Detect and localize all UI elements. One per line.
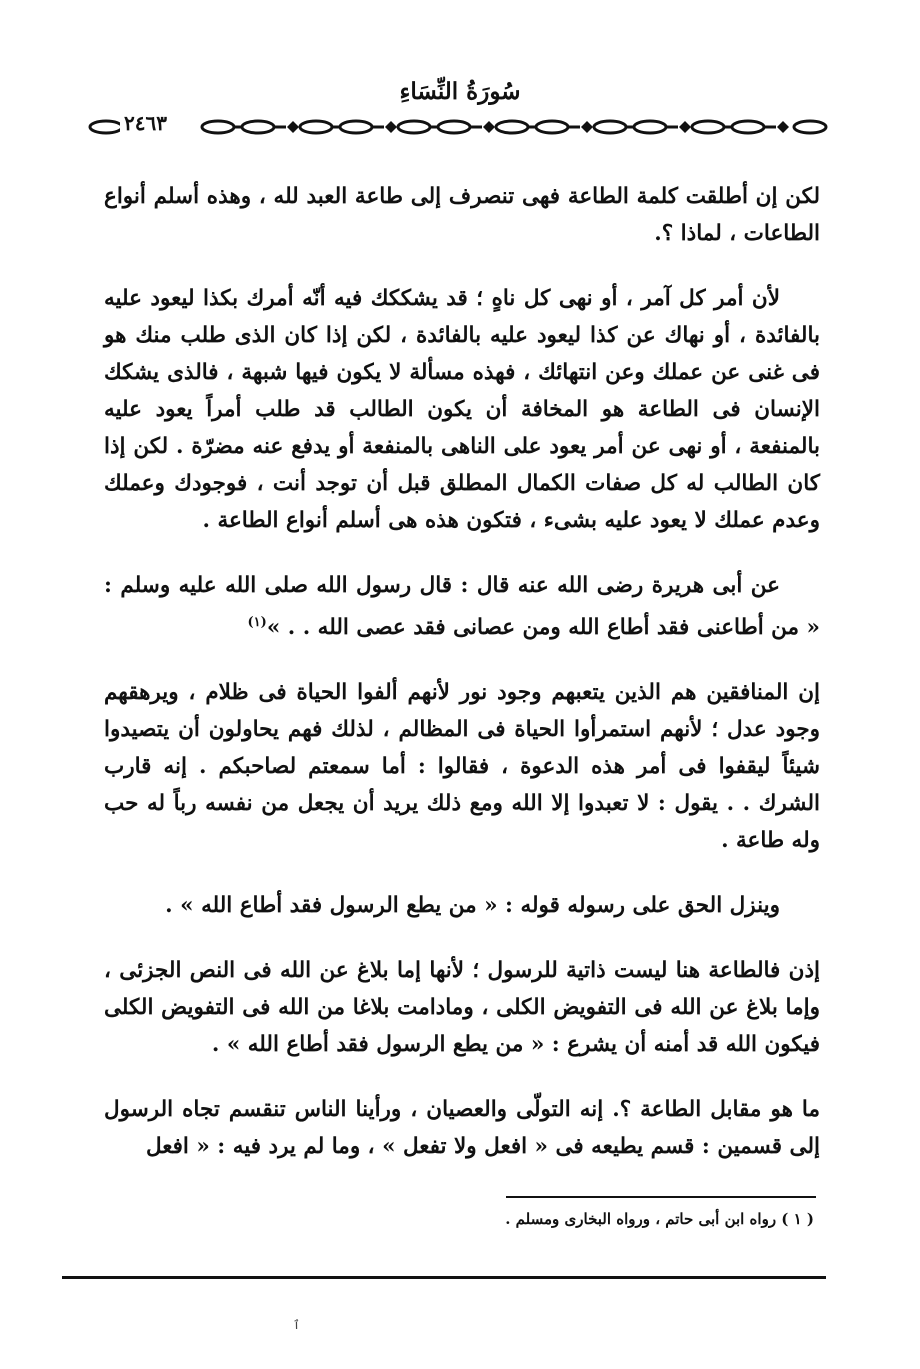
paragraph-2: لأن أمر كل آمر ، أو نهى كل ناهٍ ؛ قد يشككك فيه أنّه أمرك بكذا ليعود عليه بالفائدة ، أو نهاك عن كذا ليعود عليه بالفائدة ، لكن إذا كان الذى طلب منك هو فى غنى عن عملك وعن انتهائك ، فهذه مسألة لا يكون فيها شبهة ، فالذى يشكك الإنسان فى الطاعة هو المخافة أن يكون الطالب قد طلب أمراً يعود عليه بالمنفعة ، أو نهى عن أمر يعود على الناهى بالمنفعة أو يدفع عنه مضرّة . لكن إذا كان الطالب له كل صفات الكمال المطلق قبل أن توجد أنت ، فوجودك وعملك وعدم عملك لا يعود عليه بشىء ، فتكون هذه هى أسلم أنواع الطاعة .: [104, 286, 820, 533]
paragraph-6: إذن فالطاعة هنا ليست ذاتية للرسول ؛ لأنها إما بلاغ عن الله فى النص الجزئى ، وإما بلاغ عن الله فى التفويض الكلى ، ومادامت بلاغا من الله فى التفويض الكلى فيكون الله قد أمنه أن يشرع : « من يطع الرسول فقد أطاع الله » .: [104, 958, 820, 1058]
bottom-rule: [62, 1276, 826, 1279]
footnote-reference: (١): [247, 615, 267, 630]
paragraph-4: إن المنافقين هم الذين يتعبهم وجود نور لأنهم ألفوا الحياة فى ظلام ، ويرهقهم وجود عدل ؛ لأنهم استمرأوا الحياة فى المظالم ، لذلك فهم يحاولون أن يتصيدوا شيئاً ليقفوا فى أمر هذه الدعوة ، فقالوا : أما سمعتم لصاحبكم . إنه قارب الشرك . . يقول : لا تعبدوا إلا الله ومع ذلك يريد أن يجعل من نفسه رباً له حب وله طاعة .: [104, 680, 820, 854]
hadith-text: عن أبى هريرة رضى الله عنه قال : قال رسول الله صلى الله عليه وسلم : « من أطاعنى فقد أطاع الله ومن عصانى فقد عصى الله . . »: [104, 573, 820, 641]
paragraph-3: [104, 567, 820, 646]
footnote: ( ١ ) رواه ابن أبى حاتم ، ورواه البخارى ومسلم .: [505, 1210, 814, 1228]
body-text: [104, 178, 820, 1193]
surah-title: سُورَةُ النِّسَاءِ: [399, 78, 521, 105]
paragraph-1: لكن إن أطلقت كلمة الطاعة فهى تنصرف إلى طاعة العبد لله ، وهذه أسلم أنواع الطاعات ، لماذا ؟.: [104, 184, 820, 246]
page-mark: ٱ: [293, 1318, 301, 1332]
page-number: ٢٤٦٣: [120, 111, 171, 135]
footnote-divider: [506, 1196, 816, 1198]
header-ornament: [86, 112, 834, 142]
paragraph-5: وينزل الحق على رسوله قوله : « من يطع الرسول فقد أطاع الله » .: [165, 893, 780, 919]
paragraph-7: ما هو مقابل الطاعة ؟. إنه التولّى والعصيان ، ورأينا الناس تنقسم تجاه الرسول إلى قسمين : قسم يطيعه فى « افعل ولا تفعل » ، وما لم يرد فيه : « افعل: [104, 1097, 820, 1160]
